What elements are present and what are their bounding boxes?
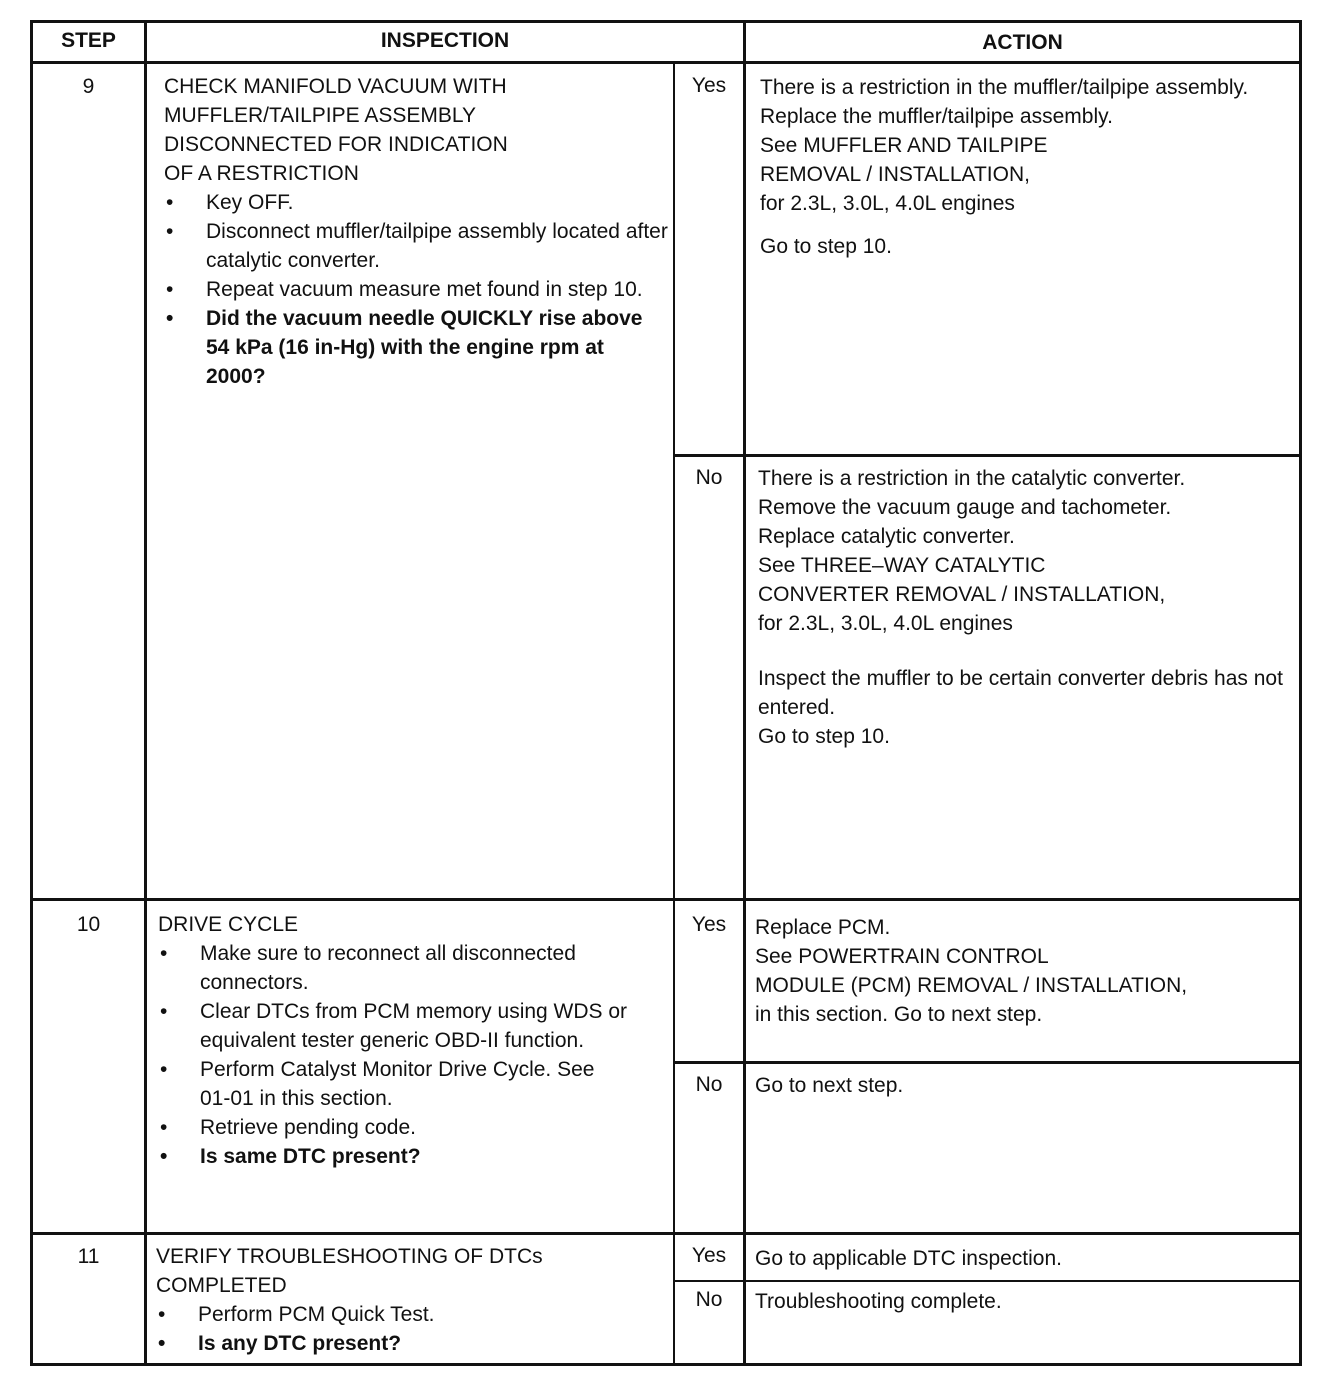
header-action: ACTION bbox=[982, 31, 1063, 54]
action-yes-cell bbox=[755, 1244, 1295, 1273]
row-divider-10-11 bbox=[30, 1232, 1302, 1235]
no-label: No bbox=[695, 466, 723, 489]
inspection-title-line: DRIVE CYCLE bbox=[158, 913, 299, 936]
action-line: Replace PCM. bbox=[755, 916, 891, 939]
table-border-right bbox=[1299, 20, 1302, 1366]
bullet-item: • Clear DTCs from PCM memory using WDS or equivalent tester generic OBD-II function. bbox=[158, 997, 670, 1055]
action-line: in this section. Go to next step. bbox=[755, 1003, 1043, 1026]
bullet-item: • Perform PCM Quick Test. bbox=[156, 1300, 670, 1329]
bullet-item: • Key OFF. bbox=[164, 188, 669, 217]
action-line: MODULE (PCM) REMOVAL / INSTALLATION, bbox=[755, 974, 1188, 997]
action-no-cell bbox=[755, 1287, 1295, 1316]
yesno-divider-11 bbox=[673, 1280, 1302, 1282]
step-number: 11 bbox=[77, 1245, 100, 1268]
yesno-divider-9 bbox=[673, 454, 1302, 457]
inspection-bullets bbox=[156, 1300, 670, 1358]
bullet-item: • Repeat vacuum measure met found in step 10. bbox=[164, 275, 669, 304]
step-number: 10 bbox=[76, 913, 101, 936]
action-line: Troubleshooting complete. bbox=[755, 1290, 1002, 1313]
bullet-item: • Perform Catalyst Monitor Drive Cycle. See 01-01 in this section. bbox=[158, 1055, 670, 1113]
action-line: for 2.3L, 3.0L, 4.0L engines bbox=[760, 192, 1015, 215]
action-line: Replace catalytic converter. bbox=[758, 525, 1015, 548]
action-line: See MUFFLER AND TAILPIPE bbox=[760, 134, 1048, 157]
header-inspection: INSPECTION bbox=[380, 29, 510, 52]
action-line: CONVERTER REMOVAL / INSTALLATION, bbox=[758, 583, 1166, 606]
bullet-question: • Is same DTC present? bbox=[158, 1142, 670, 1171]
action-yes-cell bbox=[755, 913, 1295, 1029]
action-line: REMOVAL / INSTALLATION, bbox=[760, 163, 1030, 186]
action-yes-cell bbox=[760, 73, 1290, 261]
inspection-title-line: COMPLETED bbox=[156, 1274, 287, 1297]
inspection-title-line: OF A RESTRICTION bbox=[164, 162, 359, 185]
action-no-cell bbox=[758, 464, 1296, 751]
action-line: Go to applicable DTC inspection. bbox=[755, 1247, 1062, 1270]
action-line: for 2.3L, 3.0L, 4.0L engines bbox=[758, 612, 1013, 635]
yes-label: Yes bbox=[691, 1244, 727, 1267]
troubleshooting-table bbox=[30, 20, 1302, 1366]
step-number: 9 bbox=[82, 75, 95, 98]
inspection-title-line: DISCONNECTED FOR INDICATION bbox=[164, 133, 508, 156]
table-border-left bbox=[30, 20, 33, 1366]
action-line: Inspect the muffler to be certain converter debris has not entered. bbox=[758, 667, 1283, 719]
bullet-question: • Is any DTC present? bbox=[156, 1329, 670, 1358]
action-line: There is a restriction in the catalytic converter. bbox=[758, 467, 1186, 490]
action-line: There is a restriction in the muffler/tailpipe assembly. bbox=[760, 76, 1249, 99]
inspection-title-line: CHECK MANIFOLD VACUUM WITH bbox=[164, 75, 507, 98]
yesno-divider-10 bbox=[673, 1061, 1302, 1064]
action-line: See THREE–WAY CATALYTIC bbox=[758, 554, 1046, 577]
inspection-cell bbox=[156, 1242, 670, 1358]
table-border-top bbox=[30, 20, 1302, 23]
action-line: Go to next step. bbox=[755, 1074, 904, 1097]
action-no-cell bbox=[755, 1071, 1295, 1100]
action-goto: Go to step 10. bbox=[760, 235, 892, 258]
col-divider-action bbox=[743, 20, 746, 1366]
action-line: See POWERTRAIN CONTROL bbox=[755, 945, 1049, 968]
action-goto: Go to step 10. bbox=[758, 725, 890, 748]
bullet-item: • Make sure to reconnect all disconnected connectors. bbox=[158, 939, 670, 997]
inspection-title-line: MUFFLER/TAILPIPE ASSEMBLY bbox=[164, 104, 476, 127]
yes-label: Yes bbox=[691, 74, 727, 97]
bullet-item: • Retrieve pending code. bbox=[158, 1113, 670, 1142]
header-step: STEP bbox=[61, 29, 116, 52]
no-label: No bbox=[695, 1288, 723, 1311]
inspection-bullets bbox=[164, 188, 669, 391]
inspection-bullets bbox=[158, 939, 670, 1171]
yes-label: Yes bbox=[691, 913, 727, 936]
bullet-question: • Did the vacuum needle QUICKLY rise above 54 kPa (16 in-Hg) with the engine rpm at 2000? bbox=[164, 304, 669, 391]
col-divider-yesno bbox=[673, 64, 675, 1366]
col-divider-step bbox=[144, 20, 147, 1366]
inspection-cell bbox=[164, 72, 669, 391]
header-divider bbox=[30, 61, 1302, 64]
no-label: No bbox=[695, 1073, 723, 1096]
action-line: Remove the vacuum gauge and tachometer. bbox=[758, 496, 1172, 519]
action-line: Replace the muffler/tailpipe assembly. bbox=[760, 105, 1113, 128]
row-divider-9-10 bbox=[30, 898, 1302, 901]
table-border-bottom bbox=[30, 1363, 1302, 1366]
inspection-title-line: VERIFY TROUBLESHOOTING OF DTCs bbox=[156, 1245, 543, 1268]
bullet-item: • Disconnect muffler/tailpipe assembly located after catalytic converter. bbox=[164, 217, 669, 275]
inspection-cell bbox=[158, 910, 670, 1171]
